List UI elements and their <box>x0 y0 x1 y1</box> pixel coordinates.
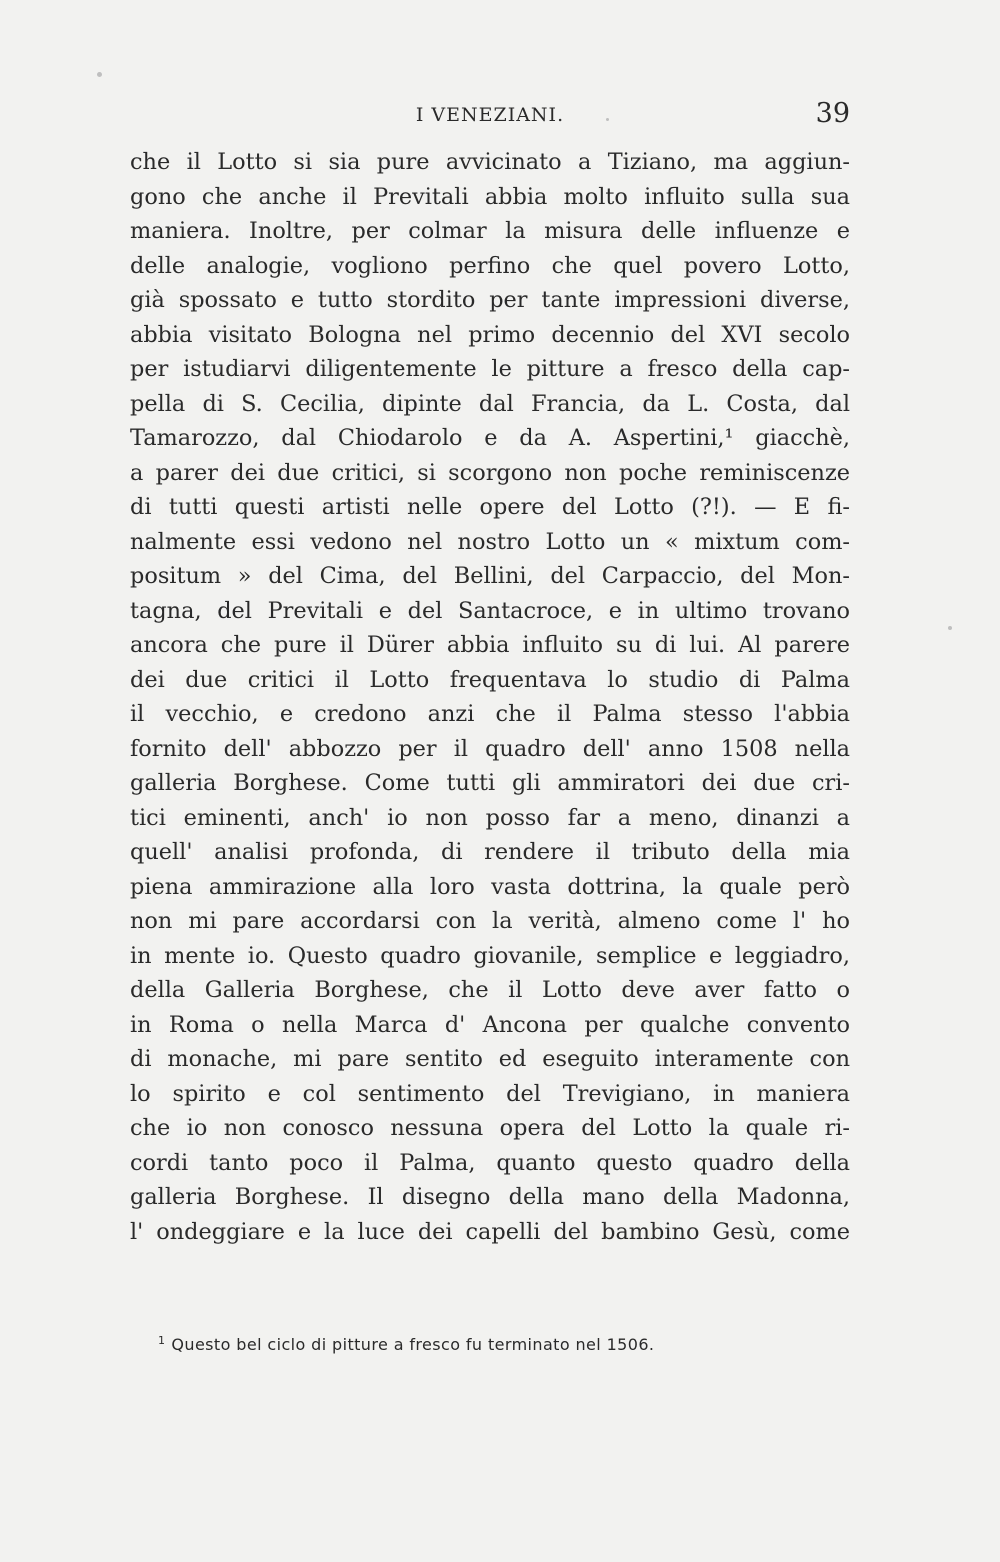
text-line: l' ondeggiare e la luce dei capelli del bambino Gesù, come <box>130 1218 850 1245</box>
text-line: lo spirito e col sentimento del Trevigiano, in maniera <box>130 1080 850 1107</box>
footnote-marker: 1 <box>158 1334 166 1347</box>
text-line: non mi pare accordarsi con la verità, almeno come l' ho <box>130 908 850 934</box>
text-line: pella di S. Cecilia, dipinte dal Francia, da L. Costa, dal <box>130 390 850 417</box>
body-text <box>130 145 850 1249</box>
text-line: di monache, mi pare sentito ed eseguito interamente con <box>130 1046 850 1072</box>
text-line: tici eminenti, anch' io non posso far a meno, dinanzi a <box>130 804 850 831</box>
page-number: 39 <box>815 98 850 129</box>
text-line: fornito dell' abbozzo per il quadro dell' anno 1508 nella <box>130 735 850 762</box>
text-line: cordi tanto poco il Palma, quanto questo quadro della <box>130 1149 850 1176</box>
text-line: in Roma o nella Marca d' Ancona per qualche convento <box>130 1011 850 1038</box>
scan-speck <box>948 626 952 630</box>
text-line: Tamarozzo, dal Chiodarolo e da A. Aspertini,¹ giacchè, <box>130 425 850 451</box>
text-line: il vecchio, e credono anzi che il Palma stesso l'abbia <box>130 701 850 727</box>
scan-speck <box>97 72 102 77</box>
footnote <box>158 1334 654 1354</box>
text-line: gono che anche il Previtali abbia molto influito sulla sua <box>130 183 850 210</box>
text-line: maniera. Inoltre, per colmar la misura delle influenze e <box>130 218 850 244</box>
text-line: di tutti questi artisti nelle opere del Lotto (?!). — E fi- <box>130 494 850 520</box>
running-title: I VENEZIANI. <box>415 104 565 126</box>
text-line: che io non conosco nessuna opera del Lotto la quale ri- <box>130 1115 850 1141</box>
text-line: dei due critici il Lotto frequentava lo studio di Palma <box>130 666 850 693</box>
text-line: della Galleria Borghese, che il Lotto deve aver fatto o <box>130 977 850 1003</box>
text-line: delle analogie, vogliono perfino che quel povero Lotto, <box>130 252 850 279</box>
page-header <box>130 98 850 138</box>
scan-speck <box>606 118 609 121</box>
footnote-text: Questo bel ciclo di pitture a fresco fu terminato nel 1506. <box>171 1335 655 1354</box>
text-line: galleria Borghese. Il disegno della mano della Madonna, <box>130 1184 850 1210</box>
text-line: già spossato e tutto stordito per tante impressioni diverse, <box>130 287 850 313</box>
text-line: abbia visitato Bologna nel primo decennio del XVI secolo <box>130 321 850 348</box>
text-line: nalmente essi vedono nel nostro Lotto un « mixtum com- <box>130 528 850 555</box>
text-line: in mente io. Questo quadro giovanile, semplice e leggiadro, <box>130 942 850 969</box>
text-line: ancora che pure il Dürer abbia influito su di lui. Al parere <box>130 632 850 658</box>
text-line: piena ammirazione alla loro vasta dottrina, la quale però <box>130 873 850 900</box>
text-line: tagna, del Previtali e del Santacroce, e in ultimo trovano <box>130 597 850 624</box>
text-line: per istudiarvi diligentemente le pitture a fresco della cap- <box>130 356 850 382</box>
text-line: positum » del Cima, del Bellini, del Carpaccio, del Mon- <box>130 563 850 589</box>
text-line: galleria Borghese. Come tutti gli ammiratori dei due cri- <box>130 770 850 796</box>
text-line: che il Lotto si sia pure avvicinato a Tiziano, ma aggiun- <box>130 149 850 175</box>
text-line: a parer dei due critici, si scorgono non poche reminiscenze <box>130 459 850 486</box>
text-line: quell' analisi profonda, di rendere il tributo della mia <box>130 839 850 865</box>
